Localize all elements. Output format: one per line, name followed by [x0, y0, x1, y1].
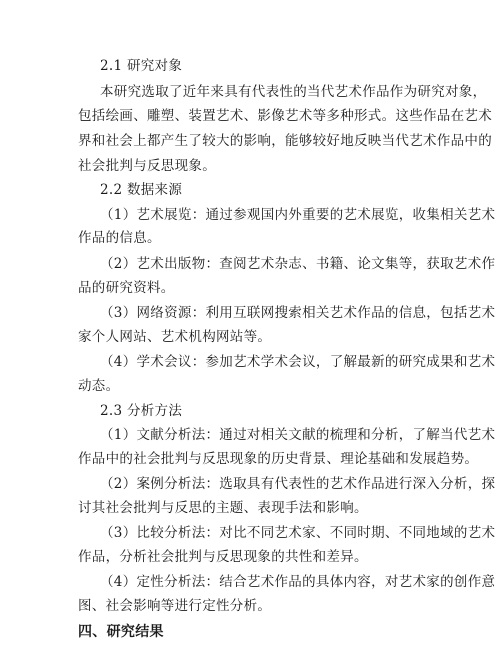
paragraph-line: 讨其社会批判与反思的主题、表现手法和影响。	[78, 500, 368, 516]
paragraph-line: （3）比较分析法：对比不同艺术家、不同时期、不同地域的艺术	[100, 525, 496, 541]
chapter-heading: 四、研究结果	[78, 624, 164, 640]
paragraph-line: 品的研究资料。	[78, 280, 175, 296]
section-heading: 2.1 研究对象	[100, 58, 183, 74]
paragraph-line: 本研究选取了近年来具有代表性的当代艺术作品作为研究对象，	[100, 84, 487, 100]
paragraph-line: （2）案例分析法：选取具有代表性的艺术作品进行深入分析，探	[100, 476, 496, 492]
paragraph-line: 作品的信息。	[78, 230, 161, 246]
paragraph-line: 图、社会影响等进行定性分析。	[78, 598, 272, 614]
section-heading: 2.2 数据来源	[100, 182, 183, 198]
paragraph-line: 包括绘画、雕塑、装置艺术、影像艺术等多种形式。这些作品在艺术	[78, 108, 492, 124]
paragraph-line: （1）文献分析法：通过对相关文献的梳理和分析，了解当代艺术	[100, 427, 496, 443]
paragraph-line: （4）学术会议：参加艺术学术会议，了解最新的研究成果和艺术	[100, 354, 496, 370]
paragraph-line: （2）艺术出版物：查阅艺术杂志、书籍、论文集等，获取艺术作	[100, 256, 496, 272]
paragraph-line: 家个人网站、艺术机构网站等。	[78, 329, 272, 345]
paragraph-line: 界和社会上都产生了较大的影响，能够较好地反映当代艺术作品中的	[78, 133, 492, 149]
paragraph-line: 作品中的社会批判与反思现象的历史背景、理论基础和发展趋势。	[78, 451, 479, 467]
paragraph-line: 作品，分析社会批判与反思现象的共性和差异。	[78, 549, 368, 565]
paragraph-line: 动态。	[78, 378, 120, 394]
paragraph-line: （3）网络资源：利用互联网搜索相关艺术作品的信息，包括艺术	[100, 305, 496, 321]
section-heading: 2.3 分析方法	[100, 403, 183, 419]
paragraph-line: （1）艺术展览：通过参观国内外重要的艺术展览，收集相关艺术	[100, 207, 496, 223]
paragraph-line: 社会批判与反思现象。	[78, 158, 216, 174]
paragraph-line: （4）定性分析法：结合艺术作品的具体内容，对艺术家的创作意	[100, 574, 496, 590]
